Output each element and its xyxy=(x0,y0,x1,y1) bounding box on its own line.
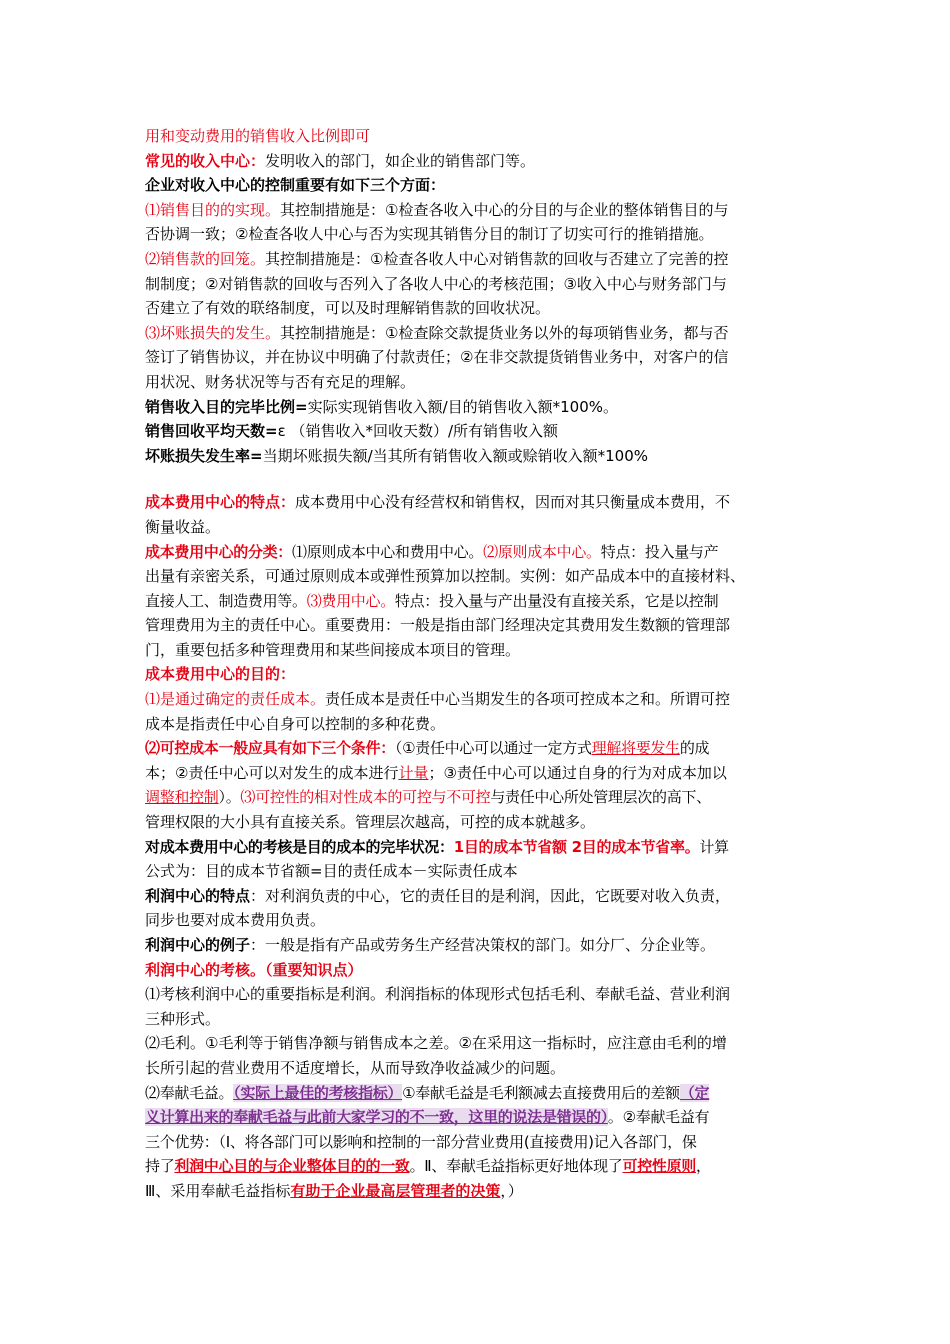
line-cost-center-types-b: 出量有亲密关系，可通过原则成本或弹性预算加以控制。实例：如产品成本中的直接材料、 xyxy=(145,567,746,586)
line-control-1b: 否协调一致；②检查各收人中心与否为实现其销售分目的制订了切实可行的推销措施。 xyxy=(145,225,714,244)
line-cost-center-types: 成本费用中心的分类：⑴原则成本中心和费用中心。⑵原则成本中心。特点：投入量与产 xyxy=(145,542,719,561)
line-cost-center-types-e: 门，重要包括多种管理费用和某些间接成本项目的管理。 xyxy=(145,640,521,659)
line-control-3b: 签订了销售协议，并在协议中明确了付款责任；②在非交款提货销售业务中，对客户的信 xyxy=(145,348,729,367)
line-profit-center-features-b: 同步也要对成本费用负责。 xyxy=(145,911,326,930)
line-contribution-margin-d: 持了利润中心目的与企业整体目的的一致。Ⅱ、奉献毛益指标更好地体现了可控性原则， xyxy=(145,1157,711,1176)
line-profit-center-assessment: 利润中心的考核。（重要知识点） xyxy=(145,960,363,979)
line-control-2b: 制制度；②对销售款的回收与否列入了各收人中心的考核范围；③收入中心与财务部门与 xyxy=(145,274,727,293)
line-purpose-2c: 调整和控制）。⑶可控性的相对性成本的可控与不可控与责任中心所处管理层次的高下、 xyxy=(145,788,711,807)
line-purpose-1: ⑴是通过确定的责任成本。责任成本是责任中心当期发生的各项可控成本之和。所谓可控 xyxy=(145,690,731,709)
line-intro: 用和变动费用的销售收入比例即可 xyxy=(145,127,371,145)
line-contribution-margin: ⑵奉献毛益。（实际上最佳的考核指标）①奉献毛益是毛利额减去直接费用后的差额（定 xyxy=(145,1083,710,1102)
line-control-2: ⑵销售款的回笼。其控制措施是：①检查各收人中心对销售款的回收与否建立了完善的控 xyxy=(145,249,729,268)
line-formula-completion: 销售收入目的完毕比例=实际实现销售收入额/目的销售收入额*100%。 xyxy=(145,397,619,416)
document-page xyxy=(145,124,813,1204)
line-control-3: ⑶坏账损失的发生。其控制措施是：①检查除交款提货业务以外的每项销售业务，都与否 xyxy=(145,323,729,342)
line-control-3c: 用状况、财务状况等与否有充足的理解。 xyxy=(145,372,416,391)
line-assessment-formula: 公式为：目的成本节省额=目的责任成本－实际责任成本 xyxy=(145,862,518,881)
line-contribution-margin-e: Ⅲ、采用奉献毛益指标有助于企业最高层管理者的决策，） xyxy=(145,1181,523,1200)
line-assessment: 对成本费用中心的考核是目的成本的完毕状况：1目的成本节省额 2目的成本节省率。计算 xyxy=(145,837,729,856)
paragraph-gap xyxy=(145,468,813,490)
line-contribution-margin-c: 三个优势：（Ⅰ、将各部门可以影响和控制的一部分营业费用(直接费用)记入各部门，保 xyxy=(145,1132,697,1151)
line-purpose-1b: 成本是指责任中心自身可以控制的多种花费。 xyxy=(145,714,446,733)
line-assessment-1: ⑴考核利润中心的重要指标是利润。利润指标的体现形式包括毛利、奉献毛益、营业利润 xyxy=(145,985,731,1004)
line-formula-days: 销售回收平均天数=ε （销售收入*回收天数）/所有销售收入额 xyxy=(145,422,559,441)
line-gross-profit: ⑵毛利。①毛利等于销售净额与销售成本之差。②在采用这一指标时，应注意由毛利的增 xyxy=(145,1034,727,1053)
line-assessment-1b: 三种形式。 xyxy=(145,1009,221,1028)
line-purpose-2d: 管理权限的大小具有直接关系。管理层次越高，可控的成本就越多。 xyxy=(145,813,596,832)
line-profit-center-features: 利润中心的特点：对利润负责的中心，它的责任目的是利润，因此，它既要对收入负责， xyxy=(145,886,731,905)
line-cost-center-features: 成本费用中心的特点：成本费用中心没有经营权和销售权，因而对其只衡量成本费用，不 xyxy=(145,493,731,512)
line-gross-profit-b: 长所引起的营业费用不适度增长，从而导致净收益减少的问题。 xyxy=(145,1058,566,1077)
line-profit-center-example: 利润中心的例子：一般是指有产品或劳务生产经营决策权的部门。如分厂、分企业等。 xyxy=(145,936,716,954)
line-control-2c: 否建立了有效的联络制度，可以及时理解销售款的回收状况。 xyxy=(145,299,551,318)
line-control-1: ⑴销售目的的实现。其控制措施是：①检查各收入中心的分目的与企业的整体销售目的与 xyxy=(145,200,729,219)
line-formula-bad-debt: 坏账损失发生率=当期坏账损失额/当其所有销售收入额或赊销收入额*100% xyxy=(145,446,649,465)
line-contribution-margin-b: 义计算出来的奉献毛益与此前大家学习的不一致，这里的说法是错误的）。②奉献毛益有 xyxy=(145,1108,710,1127)
line-purpose-2b: 本；②责任中心可以对发生的成本进行计量；③责任中心可以通过自身的行为对成本加以 xyxy=(145,763,727,782)
line-cost-center-purpose: 成本费用中心的目的： xyxy=(145,665,296,684)
line-control-heading: 企业对收入中心的控制重要有如下三个方面： xyxy=(145,176,446,195)
line-cost-center-types-c: 直接人工、制造费用等。⑶费用中心。特点：投入量与产出量没有直接关系，它是以控制 xyxy=(145,591,719,610)
line-cost-center-features-b: 衡量收益。 xyxy=(145,517,221,536)
line-cost-center-types-d: 管理费用为主的责任中心。重要费用：一般是指由部门经理决定其费用发生数额的管理部 xyxy=(145,616,731,635)
line-purpose-2: ⑵可控成本一般应具有如下三个条件：（①责任中心可以通过一定方式理解将要发生的成 xyxy=(145,739,710,758)
line-revenue-center-def: 常见的收入中心：发明收入的部门，如企业的销售部门等。 xyxy=(145,151,536,170)
